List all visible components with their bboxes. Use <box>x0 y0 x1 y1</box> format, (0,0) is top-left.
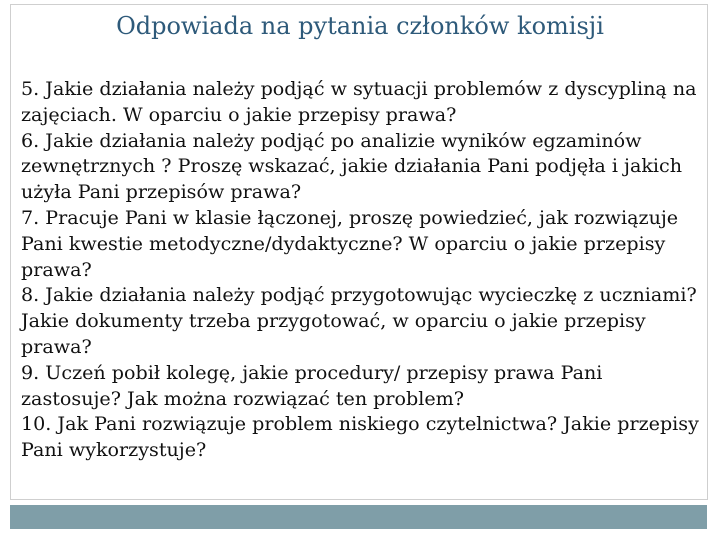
question-10: 10. Jak Pani rozwiązuje problem niskiego czytelnictwa? Jakie przepisy Pani wykorzystuje? <box>21 412 699 462</box>
footer-bar <box>10 505 707 529</box>
slide-title: Odpowiada na pytania członków komisji <box>116 12 604 40</box>
question-9: 9. Uczeń pobił kolegę, jakie procedury/ przepisy prawa Pani zastosuje? Jak można rozwiązać ten problem? <box>21 360 603 410</box>
question-7: 7. Pracuje Pani w klasie łączonej, proszę powiedzieć, jak rozwiązuje Pani kwestie metodyczne/dydaktyczne? W oparciu o jakie przepisy prawa? <box>21 205 679 281</box>
questions-list <box>21 76 713 463</box>
question-5: 5. Jakie działania należy podjąć w sytuacji problemów z dyscypliną na zajęciach. W oparciu o jakie przepisy prawa? <box>21 77 697 126</box>
question-6: 6. Jakie działania należy podjąć po analizie wyników egzaminów zewnętrznych ? Proszę wskazać, jakie działania Pani podjęła i jakich użyła Pani przepisów prawa? <box>21 128 683 204</box>
question-8: 8. Jakie działania należy podjąć przygotowując wycieczkę z uczniami? Jakie dokumenty trzeba przygotować, w oparciu o jakie przepisy prawa? <box>21 283 697 358</box>
